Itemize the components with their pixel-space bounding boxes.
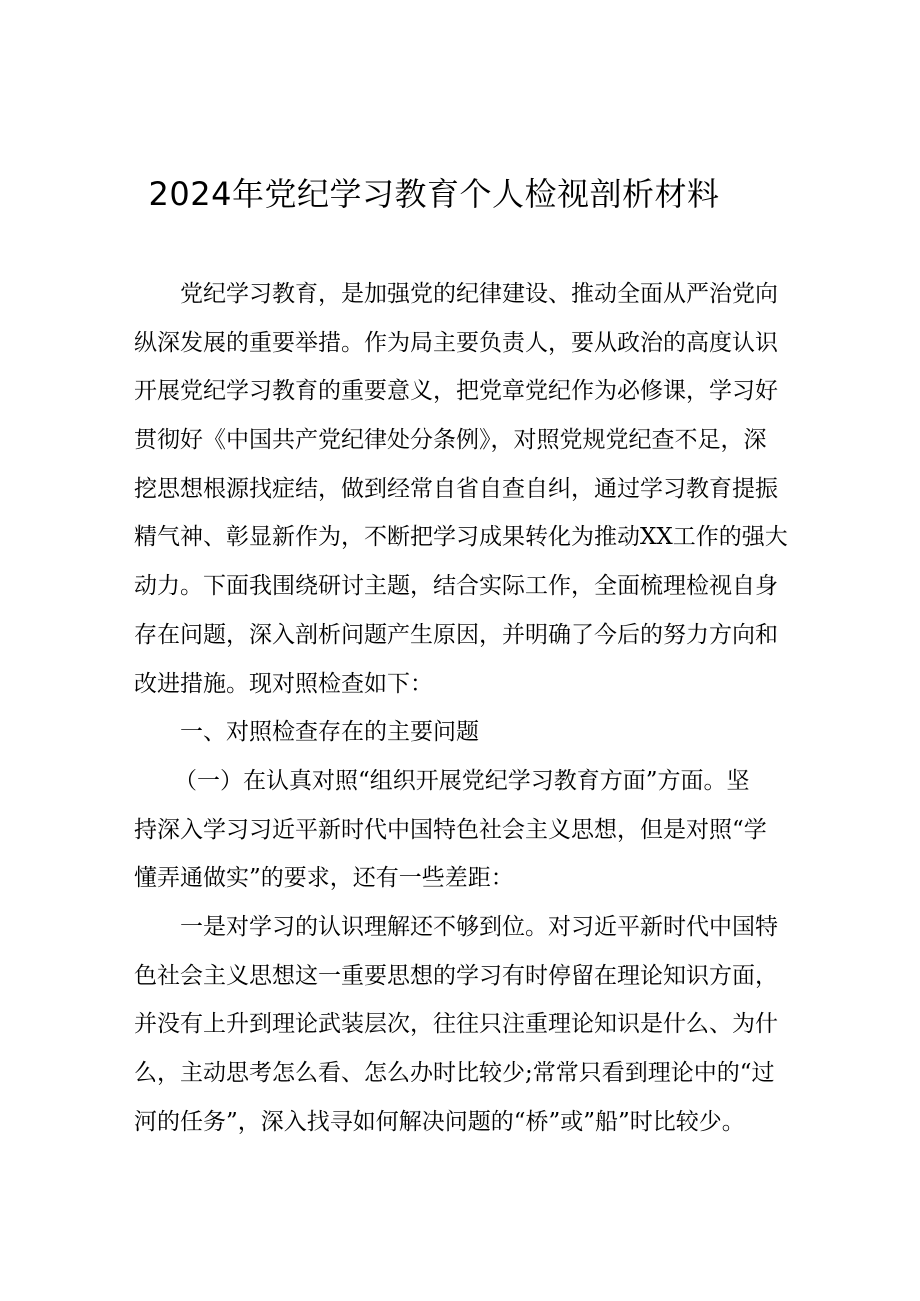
- subsection-line: 懂弄通做实”的要求，还有一些差距：: [134, 865, 514, 892]
- document-body: [134, 270, 794, 1146]
- subsection-line: （一）在认真对照“组织开展党纪学习教育方面”方面。坚: [174, 767, 750, 794]
- paragraph-line: 动力。下面我围绕研讨主题，结合实际工作，全面梳理检视自身: [134, 573, 778, 600]
- paragraph-line: 开展党纪学习教育的重要意义，把党章党纪作为必修课，学习好: [134, 378, 778, 405]
- paragraph-line: 精气神、彰显新作为，不断把学习成果转化为推动XX工作的强大: [134, 524, 788, 551]
- paragraph-line: 挖思想根源找症结，做到经常自省自查自纠，通过学习教育提振: [134, 475, 778, 502]
- paragraph-line: 贯彻好《中国共产党纪律处分条例》，对照党规党纪查不足，深: [134, 427, 767, 454]
- point-line: 一是对学习的认识理解还不够到位。对习近平新时代中国特: [180, 913, 778, 940]
- point-line: 河的任务”，深入找寻如何解决问题的“桥”或”船”时比较少。: [134, 1108, 745, 1135]
- subsection-line: 持深入学习习近平新时代中国特色社会主义思想，但是对照“学: [134, 816, 767, 843]
- paragraph-line: 改进措施。现对照检查如下：: [134, 670, 433, 697]
- section-heading: 一、对照检查存在的主要问题: [180, 719, 479, 746]
- point-line: 并没有上升到理论武装层次，往往只注重理论知识是什么、为什: [134, 1011, 778, 1038]
- paragraph-line: 党纪学习教育，是加强党的纪律建设、推动全面从严治党向: [180, 281, 778, 307]
- point-line: 么，主动思考怎么看、怎么办时比较少;常常只看到理论中的“过: [134, 1060, 775, 1086]
- point-line: 色社会主义思想这一重要思想的学习有时停留在理论知识方面，: [134, 962, 778, 989]
- paragraph-line: 纵深发展的重要举措。作为局主要负责人，要从政治的高度认识: [134, 329, 778, 356]
- document-title: 2024年党纪学习教育个人检视剖析材料: [148, 175, 720, 213]
- paragraph-line: 存在问题，深入剖析问题产生原因，并明确了今后的努力方向和: [134, 621, 778, 648]
